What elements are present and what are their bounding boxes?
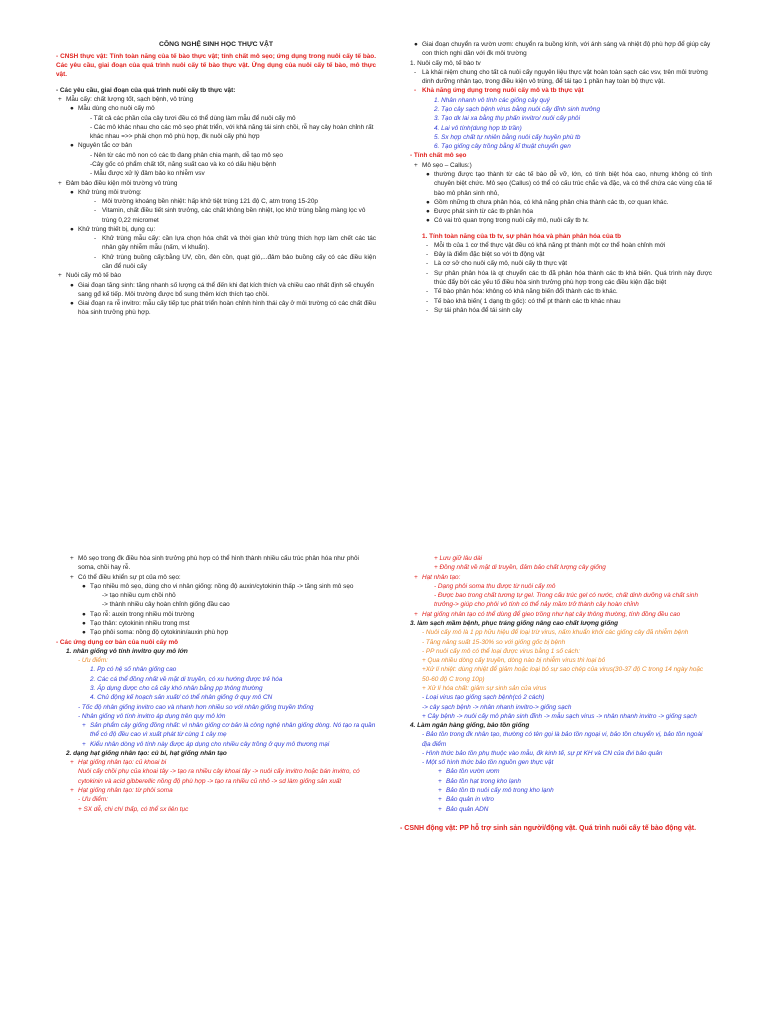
list-item: - Đây là điểm đặc biệt so với tb động vật <box>426 251 545 259</box>
list-item: - Khả năng ứng dụng trong nuôi cấy mô và tb thực vật <box>414 87 584 95</box>
list-item: 1. Pp có hệ số nhân giống cao <box>90 666 177 674</box>
list-item: ● Tạo thân: cytokinin nhiều trong mst <box>82 619 190 627</box>
list-item: + Cây bệnh -> nuôi cấy mô phân sinh đỉnh -> mẫu sạch virus -> nhân nhanh invitro -> giống sạch <box>422 712 697 720</box>
list-item: ● Khử trùng thiết bị, dụng cụ: <box>70 225 156 233</box>
page-2-left-column <box>0 512 384 1024</box>
list-item: 4. Lai vô tính(dung hợp tb trần) <box>434 124 522 132</box>
list-item: - Tế bào khả biến( 1 dạng tb gốc): có thể pt thành các tb khác nhau <box>426 297 621 305</box>
list-item: + Kiểu nhân dòng vô tính này được áp dụng cho nhiều cây trồng ở quy mô thương mại <box>82 740 330 748</box>
list-item: + Mô sẹo trong đk điều hòa sinh trưởng phù hợp có thể hình thành nhiều cấu trúc phân hóa như phôi soma, chồi hay rễ. <box>70 555 359 572</box>
list-item: - Dạng phôi soma thu được từ nuôi cấy mô <box>434 582 556 590</box>
list-item: 2. Tạo cây sạch bệnh virus bằng nuôi cấy đỉnh sinh trưởng <box>434 105 601 113</box>
list-item: 3. Tạo dk lai xa bằng thụ phấn invitro/ nuôi cấy phôi <box>434 115 581 123</box>
list-item: - Loại virus tạo giống sạch bệnh(có 2 cách) <box>422 694 545 702</box>
list-item: + Bảo quản ADN <box>438 805 489 813</box>
list-item: - Nên từ các mô non có các tb đang phân chia mạnh, dễ tạo mô sẹo <box>90 151 283 159</box>
list-item: + Hạt giống nhân tạo có thể dùng để gieo trồng như hạt cây thông thường, tính đồng đều cao <box>414 610 681 618</box>
list-item: 2. Các cá thể đồng nhất về mặt di truyền, có xu hướng được trẻ hóa <box>90 675 283 683</box>
list-item: 5. Sx hợp chất tự nhiên bằng nuôi cấy huyền phù tb <box>434 133 581 141</box>
list-item: ● Được phát sinh từ các tb phân hóa <box>426 208 534 216</box>
list-item: - Một số hình thức bảo tồn nguồn gen thực vật <box>422 759 554 767</box>
list-item: 3. Áp dụng được cho cả cây khó nhân bằng pp thông thường <box>90 684 263 692</box>
list-item: ● Giai đoạn ra rễ invitro: mẫu cấy tiếp tục phát triển hoàn chỉnh hình thái cây ở môi trường có các chất điều hòa sinh trưởng phù hợp. <box>70 300 376 317</box>
numbered-heading: 4. Làm ngân hàng giống, bảo tồn giống <box>410 722 530 730</box>
list-item: + Hạt giống nhân tạo: từ phôi soma <box>70 787 173 795</box>
list-item: ● Mẫu dùng cho nuôi cấy mô <box>70 105 155 113</box>
list-item: ● thường được tạo thành từ các tế bào dễ vỡ, lớn, có tính biệt hóa cao, nhưng không có tính chuyên biệt chức. Mô sẹo (Callus) có thể có cấu trúc chắc và đặc, và có thể chứa các vùng của tế bào mô phân sinh nhỏ, <box>426 170 712 197</box>
list-item: +Xử lí nhiệt: dùng nhiệt để giảm hoặc loại bỏ sự sao chép của virus(30-37 độ C trong 14 ngày hoặc 50-60 độ C trong 10p) <box>422 666 704 683</box>
list-item: - Các mô khác nhau cho các mô sẹo phát triển, với khả năng tái sinh chồi, rễ hay cây hoàn chỉnh rất khác nhau =>> phải chọn mô phù hợp, đk nuôi cấy phù hợp <box>90 123 374 141</box>
animal-biotech-heading: - CSNH động vật: PP hỗ trợ sinh sản người/động vật. Quá trình nuôi cấy tế bào động vật. <box>400 824 697 832</box>
applications-heading: - Các ứng dụng cơ bản của nuôi cấy mô <box>56 638 179 646</box>
list-item: + Mẫu cấy: chất lượng tốt, sạch bệnh, vô trùng <box>58 95 194 103</box>
list-item: + Nuôi cấy mô tế bào <box>58 272 122 280</box>
totipotency-heading: 1. Tính toàn năng của tb tv, sự phân hóa và phản phân hóa của tb <box>422 232 622 240</box>
callus-control-list <box>56 554 376 638</box>
numbered-heading: 1. Nuôi cấy mô, tế bào tv <box>410 59 481 67</box>
list-item: - Khử trùng mẫu cấy: cần lựa chọn hóa chất và thời gian khử trùng thích hợp làm chết các tác nhân gây nhiễm mẫu (nấm, vi khuẩn). <box>94 235 376 252</box>
list-item: + Có thể điều khiển sự pt của mô sẹo: <box>70 573 181 581</box>
stage-list <box>400 40 712 59</box>
page-2 <box>0 512 768 1024</box>
section-heading: - Các yêu cầu, giai đoạn của quá trình nuôi cấy tb thực vật: <box>56 86 236 94</box>
list-item: 1. Nhân nhanh vô tính các giống cây quý <box>434 96 550 104</box>
list-item: - Nhân giống vô tính invitro áp dụng trên quy mô lớn <box>78 712 226 720</box>
list-item: - Là cơ sở cho nuôi cấy mô, nuôi cấy tb thực vật <box>426 260 568 268</box>
list-item: - Sự phân phân hóa là qt chuyển các tb đã phân hóa thành các tb khả biến. Quá trình này được thúc đẩy bởi các yếu tố điều hòa sinh trưởng phù hợp trong các điều kiện đặc biệt <box>426 269 712 287</box>
list-item: - Ưu điểm: <box>78 796 108 804</box>
list-item: - Tăng năng suất 15-30% so với giống gốc bị bệnh <box>422 638 566 646</box>
list-item: + Bảo quản in vitro <box>438 796 494 804</box>
list-item: - PP nuôi cấy mô có thể loại được virus bằng 1 số cách: <box>422 647 580 655</box>
page-2-right-column <box>384 512 768 1024</box>
list-item: - Hình thức bảo tồn phụ thuộc vào mẫu, đk kinh tế, sự pt KH và CN của đvi bảo quản <box>422 749 663 757</box>
callus-heading: - Tính chất mô sẹo <box>410 152 467 160</box>
list-item: ● Khử trùng môi trường: <box>70 188 142 196</box>
page-1-right-column <box>384 0 768 512</box>
virus-cleaning-list <box>400 628 712 721</box>
list-item: + Đảm bảo điều kiện môi trường vô trùng <box>58 179 178 187</box>
list-item: - Khử trùng buồng cấy:bằng UV, cồn, đèn cồn, quạt gió,...đảm bảo buồng cấy có các điều kiện cần để nuôi cấy <box>94 253 376 271</box>
list-item: Nuôi cấy chồi phụ của khoai tây -> tạo ra nhiều cây khoai tây -> nuôi cấy invitro hoặc bán invitro, có cytokinin và acid gibberellic nồng độ phù hợp -> tạo ra nhiều củ nhỏ -> sd làm giống sản xuất <box>78 768 360 785</box>
numbered-heading: 3. làm sạch mầm bệnh, phục tráng giống nâng cao chất lượng giống <box>410 619 619 627</box>
list-item: + SX dễ, chi chí thấp, có thể sx liên tục <box>78 805 189 813</box>
list-item: -Cây gốc có phẩm chất tốt, năng suất cao và ko có dấu hiệu bệnh <box>90 160 277 168</box>
page-1-left-column <box>0 0 384 512</box>
list-item: - Là khái niệm chung cho tất cả nuôi cấy nguyên liệu thực vật hoàn toàn sạch các vsv, trên môi trường dinh dưỡng nhân tạo, trong điều kiện vô trùng, để tái tạo 1 phần hay toàn bộ thực vật. <box>414 68 708 86</box>
tissue-culture-list <box>400 68 712 152</box>
list-item: ● Tạo nhiều mô sẹo, dùng cho vi nhân giống: nồng độ auxin/cytokinin thấp -> tăng sinh mô sẹo <box>82 582 354 590</box>
list-item: + Mô sẹo – Callus:) <box>414 161 472 169</box>
list-item: -> cây sạch bệnh -> nhân nhanh invitro-> giống sạch <box>422 703 572 711</box>
list-item: - Mẫu được xử lý đảm bảo ko nhiễm vsv <box>90 170 205 178</box>
intro-paragraph: - CNSH thực vật: Tính toàn năng của tế bào thực vật; tính chất mô sẹo; ứng dụng trong nuôi cấy tế bào. Các yêu cầu, giai đoạn của quá trình nuôi cấy tế bào thực vật. Ứng dụng của nuôi cấy tế bào, mô thực vật. <box>56 52 376 79</box>
list-item: - Được bao trong chất tương tự gel. Trong cấu trúc gel có nước, chất dinh dưỡng và chất sinh trưởng-> giúp cho phôi vô tính có thể nảy mầm trở thành cây hoàn chỉnh <box>434 592 699 609</box>
gene-bank-list <box>400 730 712 814</box>
list-item: ● Có vai trò quan trọng trong nuôi cấy mô, nuôi cấy tb tv. <box>426 217 589 225</box>
list-item: - Tất cả các phần của cây tươi đều có thể dùng làm mẫu để nuôi cấy mô <box>90 114 296 122</box>
doc-title: CÔNG NGHỆ SINH HỌC THỰC VẬT <box>158 41 273 48</box>
list-item: + Qua nhiều dòng cấy truyền, dòng nào bị nhiễm virus thì loại bỏ <box>422 657 606 665</box>
list-item: + Bảo tồn hạt trong kho lạnh <box>438 777 521 785</box>
numbered-heading: 2. dạng hạt giống nhân tạo: củ bi, hạt giống nhân tạo <box>66 749 227 757</box>
list-item: -> thành nhiều cây hoàn chỉnh giống đầu cao <box>102 601 230 609</box>
totipotency-list <box>400 241 712 315</box>
list-item: - Sự tái phân hóa để tái sinh cây <box>426 306 523 314</box>
advantages-list <box>56 656 376 749</box>
list-item: - Tế bào phân hóa: không có khả năng biến đổi thành các tb khác. <box>426 288 618 296</box>
list-item: + Đồng nhất về mặt di truyền, đảm bảo chất lượng cây giống <box>434 564 606 572</box>
list-item: + Hạt giống nhân tạo: củ khoai bi <box>70 759 167 767</box>
numbered-heading: 1. nhân giống vô tính invitro quy mô lớn <box>66 647 188 655</box>
artificial-seed-list <box>56 758 376 814</box>
list-item: - Môi trường khoáng bền nhiệt: hấp khử tiệt trùng 121 độ C, atm trong 15-20p <box>94 198 318 206</box>
list-item: + Xử lí hóa chất: giảm sự sinh sản của virus <box>422 684 547 692</box>
list-item: - Nuôi cấy mô là 1 pp hữu hiệu để loại trừ virus, nấm khuẩn khỏi các giống cây đã nhiễm bệnh <box>422 629 689 637</box>
requirements-list <box>56 95 376 318</box>
list-item: 4. Chủ động kế hoạch sản xuất/ có thể nhân giống ở quy mô CN <box>90 694 273 702</box>
list-item: + Sản phẩm cây giống đồng nhất: vì nhân giống cơ bản là công nghệ nhân giống dòng. Nó tạo ra quần thể có độ đều cao vì xuất phát từ cùng 1 cây mẹ <box>82 722 376 739</box>
list-item: ● Tạo rễ: auxin trong nhiều môi trường <box>82 610 195 618</box>
list-item: - Ưu điểm: <box>78 657 108 665</box>
list-item: ● Gồm những tb chưa phân hóa, có khả năng phân chia thành các tb, cơ quan khác. <box>426 198 669 206</box>
list-item: ● Nguyên tắc cơ bản <box>70 142 132 150</box>
list-item: + Bảo tồn vườn ươm <box>438 768 500 776</box>
list-item: - Bảo tồn trong đk nhân tạo, thường có tên gọi là bảo tồn ngoại vi, bảo tồn chuyển vị, bảo tồn ngoài địa điểm <box>422 731 703 748</box>
list-item: 6. Tạo giống cây trồng bằng kĩ thuật chuyển gen <box>434 143 571 151</box>
list-item: ● Giai đoạn tăng sinh: tăng nhanh số lượng cá thể đến khi đạt kích thích và chiều cao nhất định sẽ chuyển sang gđ kế tiếp. Môi trường được bổ sung thêm kích thích tạo chồi. <box>70 281 374 298</box>
seed-advantage-list <box>400 554 712 619</box>
list-item: - Tốc độ nhân giống invitro cao và nhanh hơn nhiều so với nhân giống truyền thống <box>78 703 314 711</box>
list-item: ● Tạo phôi soma: nồng độ cytokinin/auxin phù hợp <box>82 629 229 637</box>
list-item: - Mỗi tb của 1 cơ thể thực vật đều có khả năng pt thành một cơ thể hoàn chỉnh mới <box>426 241 666 249</box>
list-item: ● Giai đoạn chuyển ra vườn ươm: chuyển ra buồng kính, với ánh sáng và nhiệt độ phù hợp để giúp cây con thích nghi dần với đk môi trường <box>414 41 711 58</box>
list-item: + Bảo tồn tb nuôi cấy mô trong kho lạnh <box>438 787 554 795</box>
list-item: + Hạt nhân tạo: <box>414 573 461 581</box>
callus-list <box>400 161 712 226</box>
list-item: - Vitamin, chất điều tiết sinh trưởng, các chất không bền nhiệt, lọc khử trùng bằng màng lọc vô trùng 0,22 micromet <box>94 207 366 224</box>
list-item: -> tạo nhiều cụm chồi nhỏ <box>102 592 176 600</box>
list-item: + Lưu giữ lâu dài <box>434 555 483 562</box>
